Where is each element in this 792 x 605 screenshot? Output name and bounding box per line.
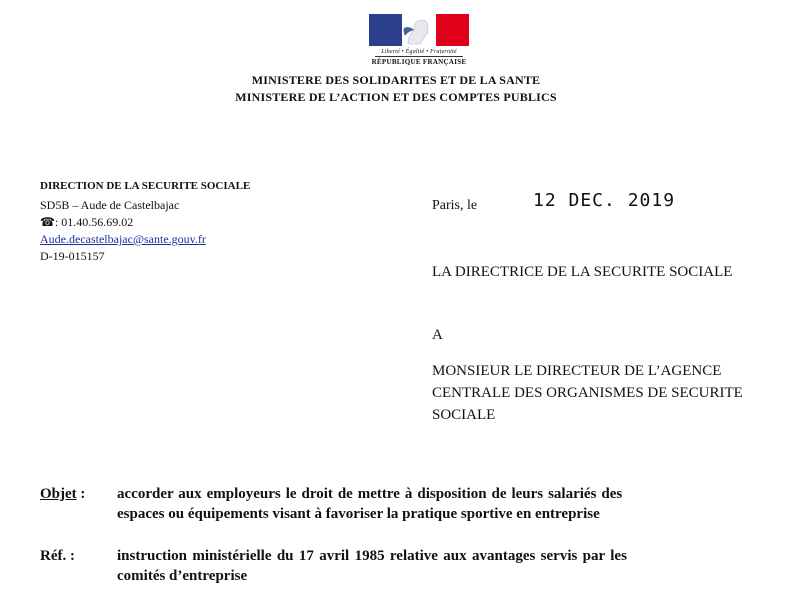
subject-line: espaces ou équipements visant à favoriser la pratique sportive en entreprise bbox=[117, 506, 600, 522]
flag-red-band bbox=[436, 14, 469, 46]
recipient-line: SOCIALE bbox=[432, 407, 496, 423]
flag-blue-band bbox=[369, 14, 402, 46]
ministry-title-1: MINISTERE DES SOLIDARITES ET DE LA SANTE bbox=[251, 73, 541, 87]
reference-line: instruction ministérielle du 17 avril 1985 relative aux avantages servis par les bbox=[117, 548, 627, 564]
recipient-line: CENTRALE DES ORGANISMES DE SECURITE bbox=[432, 385, 743, 401]
sender-direction: DIRECTION DE LA SECURITE SOCIALE bbox=[40, 180, 251, 192]
reference-label: Réf. : bbox=[40, 548, 75, 564]
subject-line: accorder aux employeurs le droit de mettre à disposition de leurs salariés des bbox=[117, 486, 623, 502]
subject-label-text: Objet bbox=[40, 486, 77, 502]
tricolor-flag bbox=[369, 14, 469, 46]
sender-phone bbox=[40, 215, 133, 230]
dateline-place: Paris, le bbox=[432, 198, 478, 213]
subject-separator: : bbox=[76, 486, 86, 502]
letter-from: LA DIRECTRICE DE LA SECURITE SOCIALE bbox=[432, 264, 733, 280]
sender-reference: D-19-015157 bbox=[40, 249, 105, 263]
sender-email-link[interactable]: Aude.decastelbajac@sante.gouv.fr bbox=[40, 232, 206, 246]
telephone-icon: ☎ bbox=[40, 215, 55, 229]
sender-office: SD5B – Aude de Castelbajac bbox=[40, 198, 180, 212]
letter-to-prefix: A bbox=[432, 327, 443, 343]
republic-motto: Liberté • Égalité • Fraternité bbox=[381, 49, 457, 55]
flag-white-band bbox=[402, 14, 436, 46]
logo-divider bbox=[375, 56, 463, 57]
reference-line: comités d’entreprise bbox=[117, 568, 248, 584]
republic-name: RÉPUBLIQUE FRANÇAISE bbox=[371, 58, 467, 66]
date-stamp: 12 DEC. 2019 bbox=[533, 190, 676, 211]
sender-phone-number: : 01.40.56.69.02 bbox=[54, 215, 134, 229]
ministry-title-2: MINISTERE DE L’ACTION ET DES COMPTES PUBLICS bbox=[235, 90, 557, 104]
recipient-line: MONSIEUR LE DIRECTEUR DE L’AGENCE bbox=[432, 363, 722, 379]
subject-label bbox=[40, 486, 85, 503]
marianne-logo bbox=[369, 14, 469, 66]
marianne-profile-icon bbox=[402, 14, 436, 46]
